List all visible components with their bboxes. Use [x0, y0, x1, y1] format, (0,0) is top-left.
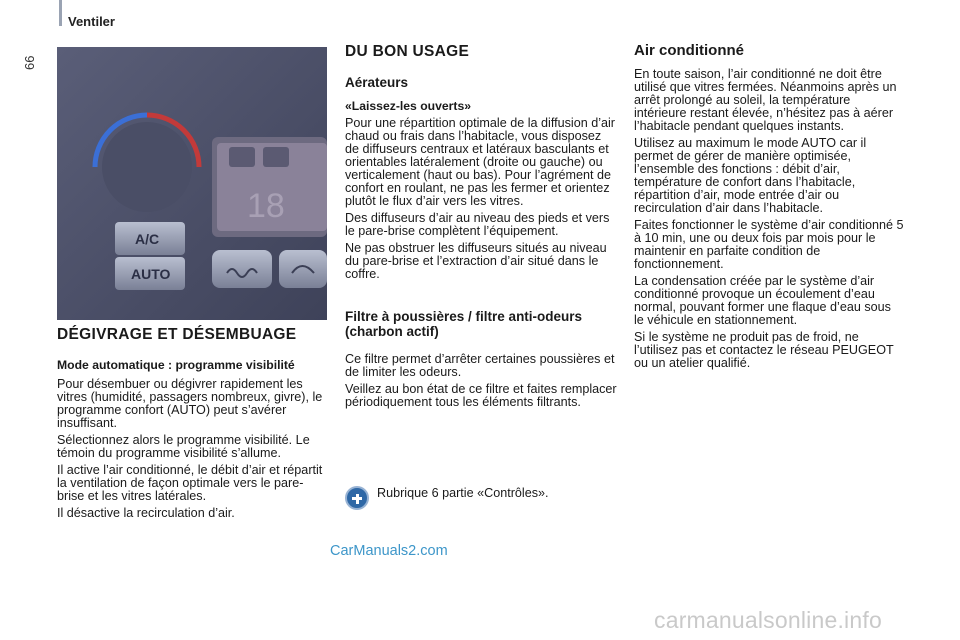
- ac-title: Air conditionné: [634, 42, 744, 59]
- plus-icon: [345, 486, 369, 510]
- vents-paragraph: Ne pas obstruer les diffuseurs situés au niveau du pare-brise et l’extraction d’air situé dans le coffre.: [345, 241, 607, 281]
- ac-paragraph: La condensation créée par le système d’air conditionné provoque un écoulement d’eau normal, pouvant former une flaque d’eau sous le véhicule en stationnement.: [634, 274, 891, 327]
- watermark-carmanualsonline[interactable]: carmanualsonline.info: [654, 607, 882, 633]
- watermark-carmanuals[interactable]: CarManuals2.com: [330, 543, 448, 559]
- filter-paragraph: Veillez au bon état de ce filtre et faites remplacer périodiquement tous les éléments filtrants.: [345, 382, 617, 409]
- defrost-title: DÉGIVRAGE ET DÉSEMBUAGE: [57, 326, 297, 343]
- filter-paragraph: Ce filtre permet d’arrêter certaines poussières et de limiter les odeurs.: [345, 352, 615, 379]
- defrost-paragraph: Il active l’air conditionné, le débit d’air et répartit la ventilation de façon optimale vers le pare-brise et les vitres latérales.: [57, 463, 323, 503]
- section-label: Ventiler: [68, 14, 115, 29]
- right-column: [634, 43, 904, 374]
- defrost-paragraph: Pour désembuer ou dégivrer rapidement les vitres (humidité, passagers nombreux, givre), le programme confort (AUTO) peut s’avérer insuffisant.: [57, 377, 323, 430]
- ac-paragraph: Si le système ne produit pas de froid, ne l’utilisez pas et contactez le réseau PEUGEOT ou un atelier qualifié.: [634, 330, 894, 370]
- recirculation-button[interactable]: [279, 250, 327, 288]
- ac-paragraph: Faites fonctionner le système d’air conditionné 5 à 10 min, une ou deux fois par mois pour le maintenir en parfaite condition de fonctionnement.: [634, 218, 904, 271]
- auto-button-label: AUTO: [131, 266, 171, 282]
- defrost-rear-button[interactable]: [212, 250, 272, 288]
- defrost-paragraph: Sélectionnez alors le programme visibilité. Le témoin du programme visibilité s’allume.: [57, 433, 310, 460]
- ac-button-label: A/C: [135, 231, 160, 247]
- vents-paragraph: Des diffuseurs d’air au niveau des pieds et vers le pare-brise complètent l’équipement.: [345, 211, 610, 238]
- climate-panel-illustration: [57, 47, 327, 320]
- auto-mode-subtitle: Mode automatique : programme visibilité: [57, 358, 295, 372]
- vents-title: Aérateurs: [345, 75, 409, 90]
- rubrique-reference: Rubrique 6 partie «Contrôles».: [377, 486, 549, 500]
- vents-paragraph: Pour une répartition optimale de la diffusion d’air chaud ou frais dans l’habitacle, vous disposez de diffuseurs centraux et latéraux basculants et orientables latéralement (droite ou gauche) ou verticalement (haut ou bas). Pour l’agrément de confort en roulant, ne pas les fermer et orientez plutôt le flux d’air vers les vitres.: [345, 116, 615, 208]
- ac-paragraph: Utilisez au maximum le mode AUTO car il permet de gérer de manière optimisée, l’ensemble des fonctions : débit d’air, température de confort dans l’habitacle, répartition d’air, mode entrée d’air ou recirculation d’air dans l’habitacle.: [634, 136, 867, 215]
- display-digits: 18: [247, 187, 285, 225]
- page-number: 66: [22, 55, 37, 70]
- left-column: [57, 326, 327, 524]
- climate-panel-photo: [57, 47, 327, 320]
- sidebar-line: [59, 0, 62, 26]
- defrost-paragraph: Il désactive la recirculation d’air.: [57, 506, 235, 520]
- vents-subtitle: «Laissez-les ouverts»: [345, 99, 472, 113]
- middle-column: [345, 43, 617, 413]
- ac-paragraph: En toute saison, l’air conditionné ne doit être utilisé que vitres fermées. Néanmoins après un arrêt prolongé au soleil, la température intérieure restant élevée, n’hésitez pas à aérer l’habitacle pendant quelques instants.: [634, 67, 897, 133]
- usage-title: DU BON USAGE: [345, 43, 470, 60]
- filter-title: Filtre à poussières / filtre anti-odeurs (charbon actif): [345, 309, 583, 339]
